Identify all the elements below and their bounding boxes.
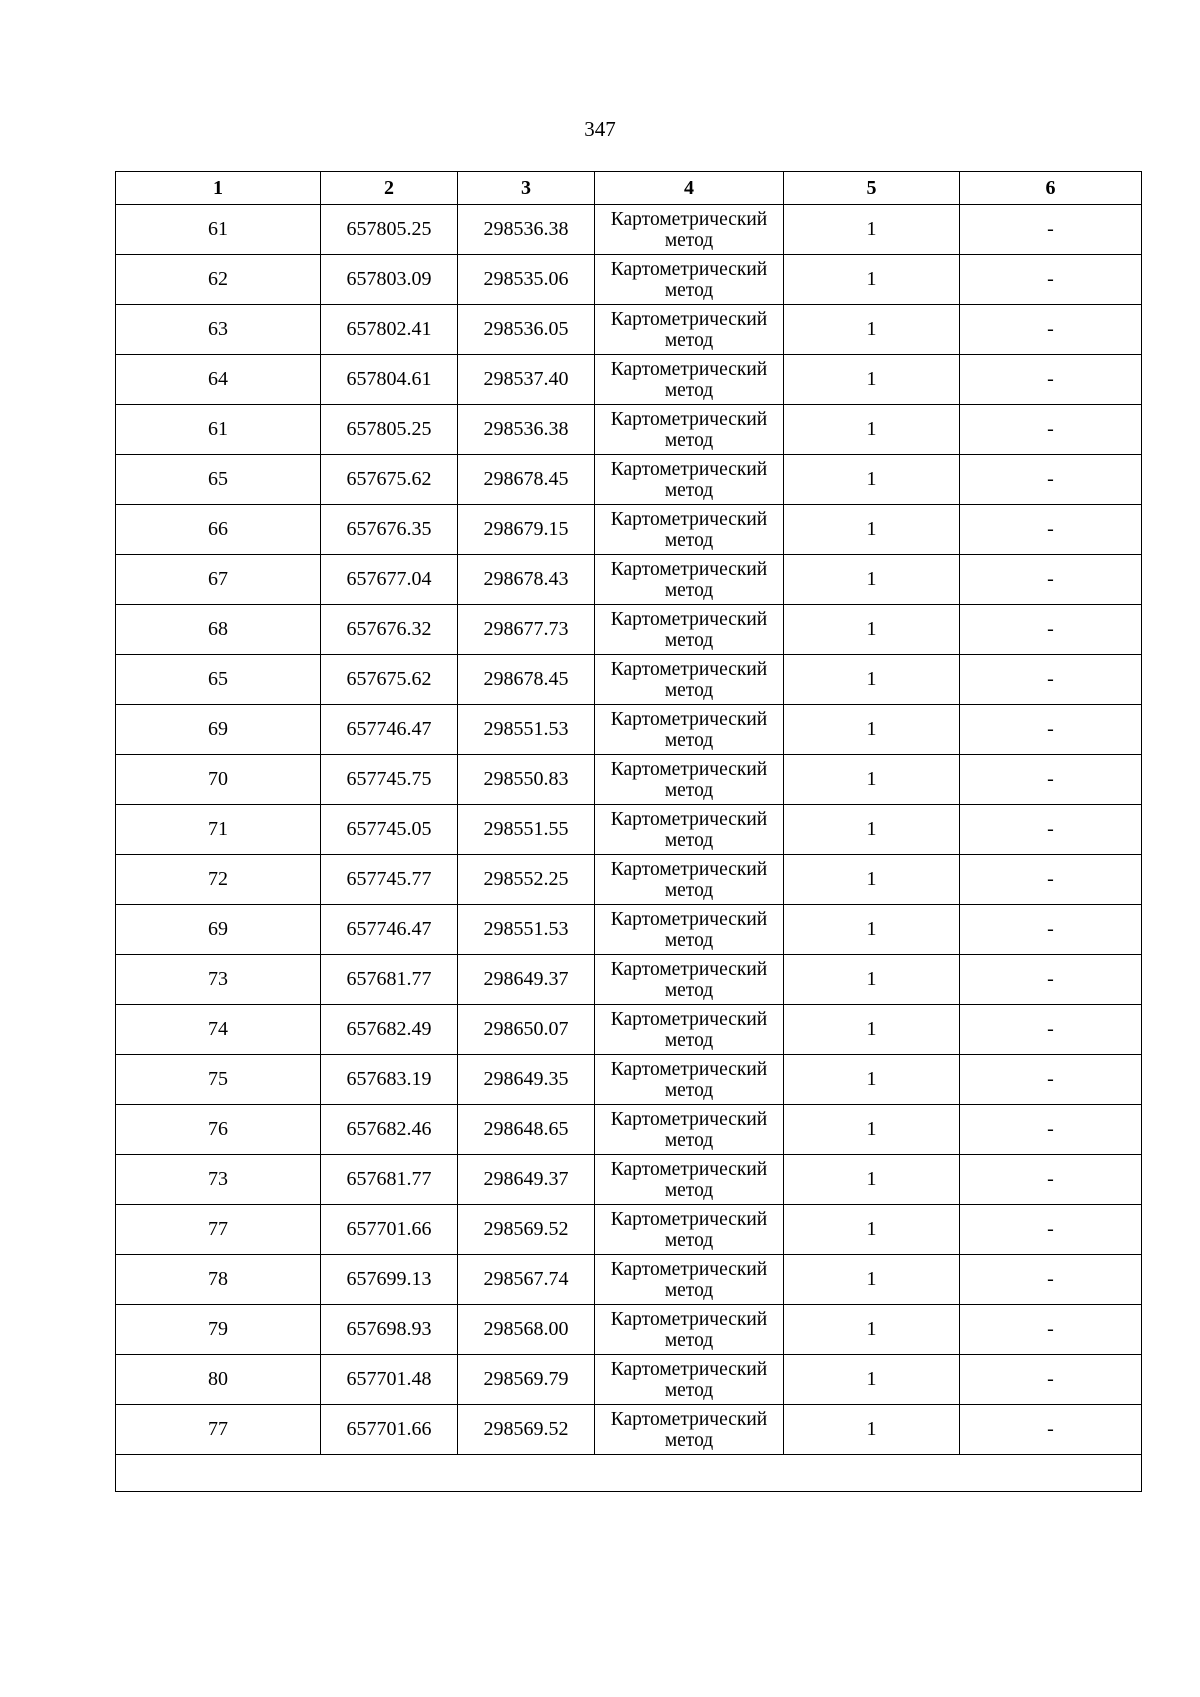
coordinates-table [115, 171, 1142, 1492]
y-coordinate-cell: 298678.45 [458, 455, 595, 505]
point-number-cell: 79 [116, 1305, 321, 1355]
description-cell: - [960, 655, 1142, 705]
accuracy-cell: 1 [784, 905, 960, 955]
y-coordinate-cell: 298567.74 [458, 1255, 595, 1305]
y-coordinate-cell: 298649.37 [458, 1155, 595, 1205]
accuracy-cell: 1 [784, 1055, 960, 1105]
description-cell: - [960, 1305, 1142, 1355]
y-coordinate-cell: 298649.37 [458, 955, 595, 1005]
table-row [116, 1405, 1142, 1455]
accuracy-cell: 1 [784, 355, 960, 405]
point-number-cell: 70 [116, 755, 321, 805]
x-coordinate-cell: 657677.04 [321, 555, 458, 605]
y-coordinate-cell: 298677.73 [458, 605, 595, 655]
accuracy-cell: 1 [784, 1155, 960, 1205]
method-cell: Картометрический метод [595, 405, 784, 455]
y-coordinate-cell: 298536.05 [458, 305, 595, 355]
table-row [116, 855, 1142, 905]
description-cell: - [960, 1205, 1142, 1255]
y-coordinate-cell: 298536.38 [458, 405, 595, 455]
accuracy-cell: 1 [784, 1255, 960, 1305]
y-coordinate-cell: 298551.53 [458, 905, 595, 955]
method-cell: Картометрический метод [595, 255, 784, 305]
point-number-cell: 67 [116, 555, 321, 605]
accuracy-cell: 1 [784, 855, 960, 905]
table-row-empty [116, 1455, 1142, 1492]
point-number-cell: 74 [116, 1005, 321, 1055]
point-number-cell: 65 [116, 655, 321, 705]
method-cell: Картометрический метод [595, 955, 784, 1005]
description-cell: - [960, 505, 1142, 555]
accuracy-cell: 1 [784, 1005, 960, 1055]
method-cell: Картометрический метод [595, 355, 784, 405]
table-row [116, 805, 1142, 855]
point-number-cell: 63 [116, 305, 321, 355]
y-coordinate-cell: 298552.25 [458, 855, 595, 905]
table-row [116, 755, 1142, 805]
accuracy-cell: 1 [784, 755, 960, 805]
method-cell: Картометрический метод [595, 205, 784, 255]
column-header: 3 [458, 172, 595, 205]
method-cell: Картометрический метод [595, 905, 784, 955]
table-row [116, 1155, 1142, 1205]
method-cell: Картометрический метод [595, 1055, 784, 1105]
table-row [116, 1255, 1142, 1305]
description-cell: - [960, 255, 1142, 305]
y-coordinate-cell: 298649.35 [458, 1055, 595, 1105]
method-cell: Картометрический метод [595, 805, 784, 855]
point-number-cell: 76 [116, 1105, 321, 1155]
x-coordinate-cell: 657682.46 [321, 1105, 458, 1155]
method-cell: Картометрический метод [595, 455, 784, 505]
description-cell: - [960, 1405, 1142, 1455]
method-cell: Картометрический метод [595, 1155, 784, 1205]
column-header: 6 [960, 172, 1142, 205]
description-cell: - [960, 355, 1142, 405]
accuracy-cell: 1 [784, 555, 960, 605]
method-cell: Картометрический метод [595, 755, 784, 805]
accuracy-cell: 1 [784, 1205, 960, 1255]
point-number-cell: 65 [116, 455, 321, 505]
point-number-cell: 64 [116, 355, 321, 405]
x-coordinate-cell: 657683.19 [321, 1055, 458, 1105]
x-coordinate-cell: 657745.77 [321, 855, 458, 905]
point-number-cell: 77 [116, 1205, 321, 1255]
y-coordinate-cell: 298569.52 [458, 1205, 595, 1255]
empty-cell [116, 1455, 1142, 1492]
column-header: 5 [784, 172, 960, 205]
description-cell: - [960, 755, 1142, 805]
description-cell: - [960, 1155, 1142, 1205]
description-cell: - [960, 405, 1142, 455]
table-row [116, 655, 1142, 705]
point-number-cell: 75 [116, 1055, 321, 1105]
method-cell: Картометрический метод [595, 1405, 784, 1455]
point-number-cell: 73 [116, 1155, 321, 1205]
x-coordinate-cell: 657681.77 [321, 1155, 458, 1205]
description-cell: - [960, 455, 1142, 505]
description-cell: - [960, 1355, 1142, 1405]
method-cell: Картометрический метод [595, 605, 784, 655]
x-coordinate-cell: 657803.09 [321, 255, 458, 305]
y-coordinate-cell: 298679.15 [458, 505, 595, 555]
table-row [116, 205, 1142, 255]
method-cell: Картометрический метод [595, 1205, 784, 1255]
method-cell: Картометрический метод [595, 305, 784, 355]
table-row [116, 455, 1142, 505]
y-coordinate-cell: 298569.52 [458, 1405, 595, 1455]
point-number-cell: 66 [116, 505, 321, 555]
accuracy-cell: 1 [784, 955, 960, 1005]
accuracy-cell: 1 [784, 1405, 960, 1455]
x-coordinate-cell: 657675.62 [321, 455, 458, 505]
accuracy-cell: 1 [784, 455, 960, 505]
method-cell: Картометрический метод [595, 505, 784, 555]
method-cell: Картометрический метод [595, 855, 784, 905]
y-coordinate-cell: 298568.00 [458, 1305, 595, 1355]
point-number-cell: 78 [116, 1255, 321, 1305]
table-row [116, 255, 1142, 305]
accuracy-cell: 1 [784, 255, 960, 305]
method-cell: Картометрический метод [595, 1005, 784, 1055]
column-header: 1 [116, 172, 321, 205]
method-cell: Картометрический метод [595, 655, 784, 705]
y-coordinate-cell: 298536.38 [458, 205, 595, 255]
point-number-cell: 62 [116, 255, 321, 305]
y-coordinate-cell: 298550.83 [458, 755, 595, 805]
table-row [116, 405, 1142, 455]
accuracy-cell: 1 [784, 805, 960, 855]
x-coordinate-cell: 657746.47 [321, 705, 458, 755]
x-coordinate-cell: 657804.61 [321, 355, 458, 405]
description-cell: - [960, 205, 1142, 255]
point-number-cell: 71 [116, 805, 321, 855]
description-cell: - [960, 555, 1142, 605]
point-number-cell: 68 [116, 605, 321, 655]
accuracy-cell: 1 [784, 1305, 960, 1355]
description-cell: - [960, 855, 1142, 905]
description-cell: - [960, 1055, 1142, 1105]
accuracy-cell: 1 [784, 605, 960, 655]
table-row [116, 1355, 1142, 1405]
point-number-cell: 80 [116, 1355, 321, 1405]
accuracy-cell: 1 [784, 1105, 960, 1155]
x-coordinate-cell: 657675.62 [321, 655, 458, 705]
table-row [116, 355, 1142, 405]
x-coordinate-cell: 657681.77 [321, 955, 458, 1005]
point-number-cell: 77 [116, 1405, 321, 1455]
x-coordinate-cell: 657682.49 [321, 1005, 458, 1055]
table-row [116, 1105, 1142, 1155]
accuracy-cell: 1 [784, 205, 960, 255]
description-cell: - [960, 605, 1142, 655]
x-coordinate-cell: 657805.25 [321, 405, 458, 455]
x-coordinate-cell: 657676.35 [321, 505, 458, 555]
table-body [116, 205, 1142, 1492]
description-cell: - [960, 1255, 1142, 1305]
table-row [116, 505, 1142, 555]
y-coordinate-cell: 298569.79 [458, 1355, 595, 1405]
y-coordinate-cell: 298551.53 [458, 705, 595, 755]
table-row [116, 1005, 1142, 1055]
x-coordinate-cell: 657701.48 [321, 1355, 458, 1405]
method-cell: Картометрический метод [595, 1105, 784, 1155]
accuracy-cell: 1 [784, 505, 960, 555]
table-row [116, 955, 1142, 1005]
x-coordinate-cell: 657805.25 [321, 205, 458, 255]
table-row [116, 1205, 1142, 1255]
table-row [116, 905, 1142, 955]
description-cell: - [960, 955, 1142, 1005]
description-cell: - [960, 805, 1142, 855]
x-coordinate-cell: 657699.13 [321, 1255, 458, 1305]
table-row [116, 605, 1142, 655]
x-coordinate-cell: 657701.66 [321, 1205, 458, 1255]
x-coordinate-cell: 657745.05 [321, 805, 458, 855]
accuracy-cell: 1 [784, 655, 960, 705]
description-cell: - [960, 305, 1142, 355]
table-row [116, 705, 1142, 755]
y-coordinate-cell: 298648.65 [458, 1105, 595, 1155]
table-row [116, 1305, 1142, 1355]
method-cell: Картометрический метод [595, 1255, 784, 1305]
column-header: 2 [321, 172, 458, 205]
x-coordinate-cell: 657802.41 [321, 305, 458, 355]
page-number: 347 [584, 117, 616, 141]
description-cell: - [960, 905, 1142, 955]
point-number-cell: 61 [116, 205, 321, 255]
description-cell: - [960, 1105, 1142, 1155]
y-coordinate-cell: 298537.40 [458, 355, 595, 405]
y-coordinate-cell: 298678.43 [458, 555, 595, 605]
column-header: 4 [595, 172, 784, 205]
method-cell: Картометрический метод [595, 555, 784, 605]
x-coordinate-cell: 657698.93 [321, 1305, 458, 1355]
point-number-cell: 69 [116, 905, 321, 955]
accuracy-cell: 1 [784, 1355, 960, 1405]
accuracy-cell: 1 [784, 705, 960, 755]
y-coordinate-cell: 298678.45 [458, 655, 595, 705]
accuracy-cell: 1 [784, 405, 960, 455]
x-coordinate-cell: 657746.47 [321, 905, 458, 955]
y-coordinate-cell: 298535.06 [458, 255, 595, 305]
point-number-cell: 69 [116, 705, 321, 755]
table-header-row [116, 172, 1142, 205]
y-coordinate-cell: 298650.07 [458, 1005, 595, 1055]
accuracy-cell: 1 [784, 305, 960, 355]
description-cell: - [960, 705, 1142, 755]
table-row [116, 305, 1142, 355]
table-row [116, 555, 1142, 605]
point-number-cell: 73 [116, 955, 321, 1005]
description-cell: - [960, 1005, 1142, 1055]
y-coordinate-cell: 298551.55 [458, 805, 595, 855]
x-coordinate-cell: 657745.75 [321, 755, 458, 805]
table-row [116, 1055, 1142, 1105]
x-coordinate-cell: 657676.32 [321, 605, 458, 655]
point-number-cell: 72 [116, 855, 321, 905]
x-coordinate-cell: 657701.66 [321, 1405, 458, 1455]
method-cell: Картометрический метод [595, 705, 784, 755]
point-number-cell: 61 [116, 405, 321, 455]
method-cell: Картометрический метод [595, 1305, 784, 1355]
method-cell: Картометрический метод [595, 1355, 784, 1405]
